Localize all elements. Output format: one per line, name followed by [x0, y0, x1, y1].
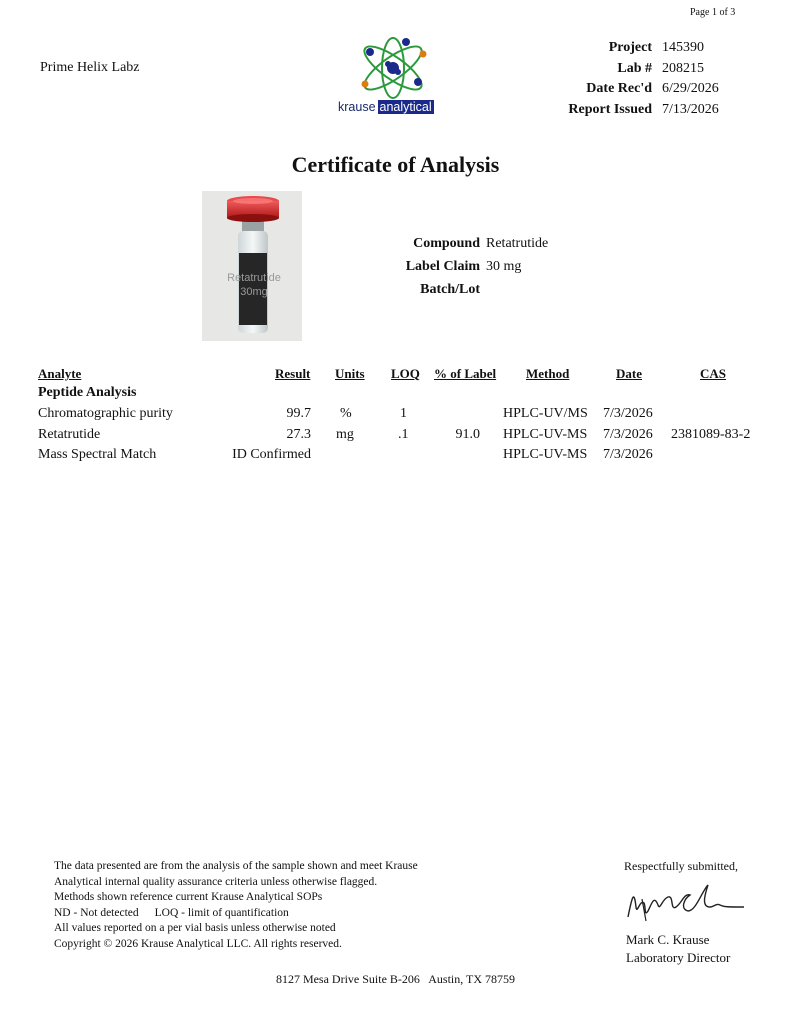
- compound-row: Compound Retatrutide: [413, 235, 549, 251]
- header-analyte: Analyte: [38, 366, 82, 381]
- table-row: [0, 447, 791, 467]
- client-name: Prime Helix Labz: [40, 60, 140, 75]
- page-number: Page 1 of 3: [690, 7, 736, 18]
- cell-analyte: Mass Spectral Match: [38, 447, 157, 462]
- vial-image-icon: [202, 191, 302, 341]
- batch-lot-row: Batch/Lot: [420, 281, 480, 297]
- cell-method: HPLC-UV/MS: [503, 406, 588, 421]
- meta-project: Project 145390: [608, 40, 704, 56]
- loq-definition: LOQ - limit of quantification: [154, 906, 289, 919]
- section-title: Peptide Analysis: [38, 385, 137, 400]
- handwritten-signature-icon: [624, 877, 754, 925]
- cell-loq: 1: [400, 406, 407, 421]
- report-meta: [540, 38, 770, 120]
- meta-report-issued: Report Issued 7/13/2026: [568, 101, 719, 117]
- cell-analyte: Chromatographic purity: [38, 406, 173, 421]
- header-loq: LOQ: [391, 366, 420, 381]
- cell-analyte: Retatrutide: [38, 427, 101, 442]
- cell-date: 7/3/2026: [603, 447, 653, 462]
- meta-date-received: Date Rec'd 6/29/2026: [586, 81, 719, 97]
- cell-cas: 2381089-83-2: [671, 427, 751, 442]
- company-logo: [338, 34, 453, 120]
- atom-logo-icon: [338, 34, 453, 104]
- note-line: All values reported on a per vial basis unless otherwise noted: [54, 922, 336, 935]
- label-claim-row: Label Claim 30 mg: [405, 258, 522, 274]
- note-line: The data presented are from the analysis of the sample shown and meet Krause: [54, 860, 418, 872]
- signatory-title: Laboratory Director: [626, 950, 731, 965]
- meta-lab-number: Lab # 208215: [617, 60, 704, 76]
- cell-date: 7/3/2026: [603, 427, 653, 442]
- note-line: [54, 906, 524, 922]
- cell-method: HPLC-UV-MS: [503, 447, 588, 462]
- report-notes: [54, 859, 524, 953]
- cell-method: HPLC-UV-MS: [503, 427, 588, 442]
- vial-label-name: Retatrutide: [227, 272, 281, 284]
- nd-definition: ND - Not detected: [54, 906, 139, 919]
- cell-units: mg: [336, 427, 354, 442]
- cell-result: 27.3: [286, 427, 311, 442]
- header-method: Method: [526, 366, 570, 381]
- cell-loq: .1: [398, 427, 409, 442]
- cell-date: 7/3/2026: [603, 406, 653, 421]
- note-line: Methods shown reference current Krause Analytical SOPs: [54, 891, 323, 904]
- submitted-text: Respectfully submitted,: [624, 859, 738, 873]
- compound-info: [380, 232, 548, 301]
- cell-pct-label: 91.0: [455, 427, 480, 442]
- table-row: [0, 406, 791, 426]
- header-cas: CAS: [700, 366, 727, 381]
- table-row: [0, 427, 791, 447]
- header-pct-label: % of Label: [434, 366, 497, 381]
- cell-units: %: [340, 406, 352, 421]
- signatory-name: Mark C. Krause: [626, 932, 710, 947]
- header-date: Date: [616, 366, 642, 381]
- logo-wordmark: krause analytical: [338, 100, 432, 114]
- note-line: Analytical internal quality assurance criteria unless otherwise flagged.: [54, 875, 378, 888]
- cell-result: 99.7: [286, 406, 311, 421]
- copyright-notice: Copyright © 2026 Krause Analytical LLC. All rights reserved.: [54, 937, 342, 950]
- lab-address: 8127 Mesa Drive Suite B-206 Austin, TX 78759: [275, 972, 516, 986]
- document-title: Certificate of Analysis: [291, 152, 500, 177]
- vial-photo: [202, 191, 302, 341]
- cell-result: ID Confirmed: [232, 447, 311, 462]
- vial-label-dose: 30mg: [240, 286, 268, 298]
- header-units: Units: [335, 366, 365, 381]
- signature-block: [624, 859, 784, 965]
- header-result: Result: [275, 366, 311, 381]
